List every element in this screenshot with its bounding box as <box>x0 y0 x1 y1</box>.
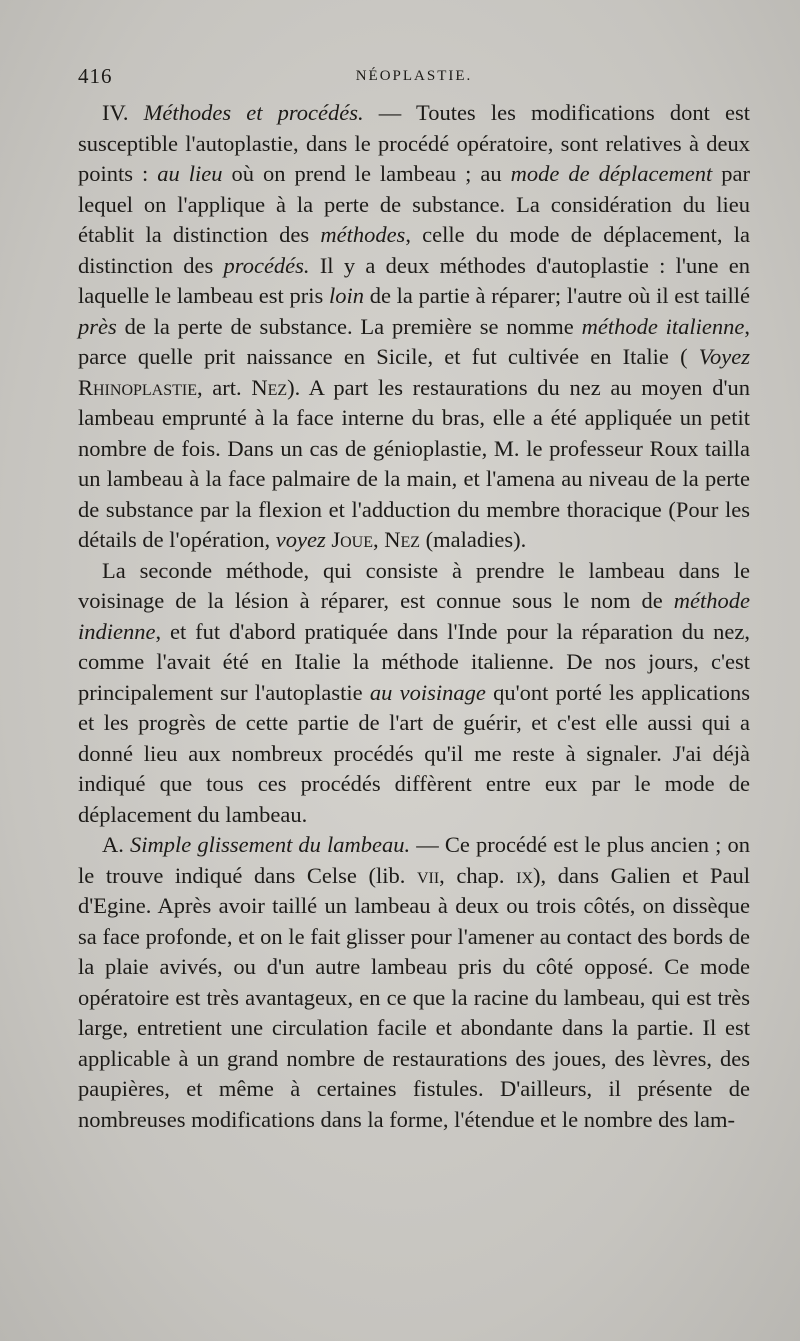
text-run: (maladies). <box>420 527 527 552</box>
italic-text: loin <box>328 283 364 308</box>
body-text <box>78 98 750 1135</box>
italic-text: méthode italienne <box>581 313 745 339</box>
paragraph-simple-sliding <box>78 830 750 1135</box>
text-run: qu'ont porté les applications et les progrès de cette partie de l'art de guérir, et c'est elle aussi qui a donné lieu aux nombreux procédés qu'il me reste à signaler. J'ai déjà indiqué que tous ces procédés diffèrent entre eux par le mode de déplacement du lambeau. <box>78 679 750 827</box>
text-run: , art. <box>197 374 252 400</box>
italic-text: procédés. <box>223 252 310 278</box>
italic-text: méthodes <box>320 222 406 247</box>
text-run: Il y a deux méthodes d'autoplastie : l'une en laquelle le lambeau est pris <box>78 252 750 308</box>
running-head: NÉOPLASTIE. <box>355 68 473 84</box>
text-run: IV. <box>102 100 144 125</box>
italic-text: Simple glissement du lambeau. <box>129 832 411 857</box>
italic-text: Voyez <box>698 344 750 369</box>
book-page <box>78 58 750 1308</box>
text-run: — Toutes les modifications dont est susceptible l'autoplastie, dans le procédé opératoire, sont relatives à deux points : <box>78 100 750 186</box>
page-header <box>78 58 750 98</box>
small-caps-text: Joue <box>331 527 373 552</box>
small-caps-text: Nez <box>251 374 288 400</box>
text-run: par lequel on l'applique à la perte de substance. La considération du lieu établit la distinction des <box>78 161 750 247</box>
text-run: A. <box>102 832 130 857</box>
page-number: 416 <box>78 64 113 88</box>
small-caps-text: Rhinoplastie <box>78 374 197 400</box>
small-caps-text: vii <box>416 862 440 888</box>
italic-text: méthode indienne <box>78 588 750 644</box>
text-run: , parce quelle prit naissance en Sicile, et fut cultivée en Italie ( <box>78 313 751 369</box>
text-run: , chap. <box>439 862 517 888</box>
text-run: , et fut d'abord pratiquée dans l'Inde pour la réparation du nez, comme l'avait été en Italie la méthode italienne. De nos jours, c'est principalement sur l'autoplastie <box>78 618 750 705</box>
italic-text: voyez <box>275 527 326 552</box>
small-caps-text: Nez <box>384 527 421 552</box>
paragraph-indian-method <box>78 556 750 831</box>
paragraph-methods <box>78 98 750 556</box>
text-run: , celle du mode de déplacement, la distinction des <box>78 222 750 278</box>
italic-text: Méthodes et procédés. <box>143 100 364 125</box>
italic-text: au lieu <box>157 161 223 186</box>
text-run: de la perte de substance. La première se nomme <box>116 313 582 339</box>
text-run: où on prend le lambeau ; au <box>222 161 511 186</box>
text-run: de la partie à réparer; l'autre où il est taillé <box>364 283 750 308</box>
italic-text: près <box>78 313 117 339</box>
text-run: ), dans Galien et Paul d'Egine. Après avoir taillé un lambeau à deux ou trois côtés, on dissèque sa face profonde, et on le fait glisser pour l'amener au contact des bords de la plaie avivés, ou d'un autre lambeau pris du côté opposé. Ce mode opératoire est très avantageux, en ce que la racine du lambeau, qui est très large, entretient une circulation facile et abondante dans la partie. Il est applicable à un grand nombre de restaurations des joues, des lèvres, des paupières, et même à certaines fistules. D'ailleurs, il présente de nombreuses modifications dans la forme, l'étendue et le nombre des lam- <box>78 862 750 1132</box>
small-caps-text: ix <box>516 862 533 888</box>
text-run: , <box>372 527 385 552</box>
text-run: ). A part les restaurations du nez au moyen d'un lambeau emprunté à la face interne du bras, elle a été appliquée un petit nombre de fois. Dans un cas de génioplastie, M. le professeur Roux tailla un lambeau à la face palmaire de la main, et l'amena au niveau de la perte de substance par la flexion et l'adduction du membre thoracique (Pour les détails de l'opération, <box>78 374 750 552</box>
text-run: La seconde méthode, qui consiste à prendre le lambeau dans le voisinage de la lésion à réparer, est connue sous le nom de <box>78 557 750 613</box>
italic-text: au voisinage <box>369 679 486 705</box>
italic-text: mode de déplacement <box>510 161 713 186</box>
text-run: — Ce procédé est le plus ancien ; on le trouve indiqué dans Celse (lib. <box>78 832 750 888</box>
